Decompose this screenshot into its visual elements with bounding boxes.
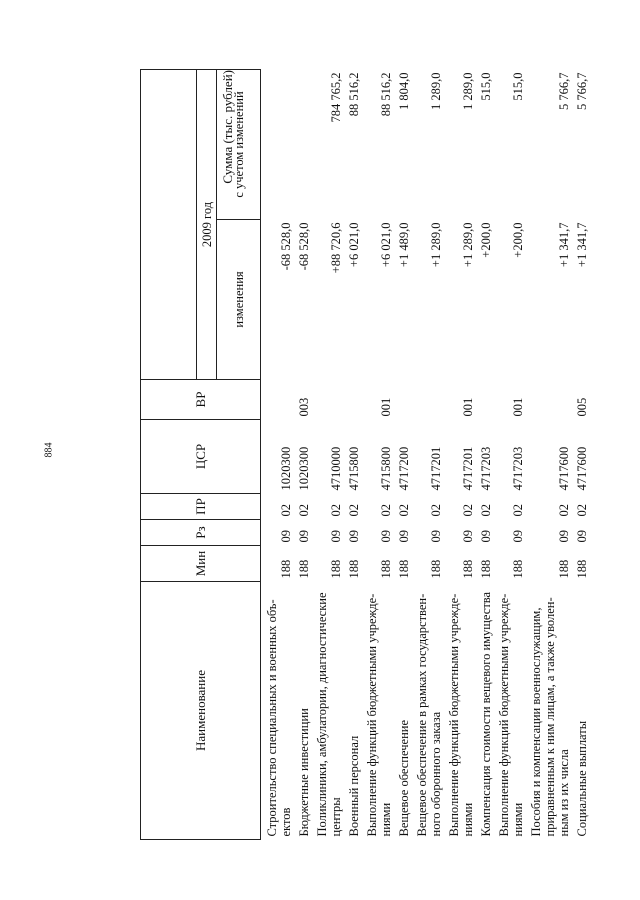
cell-min: 188 <box>511 559 525 579</box>
cell-min: 188 <box>279 559 293 579</box>
cell-name: Поликлиники, амбулатории, диагностические центры <box>315 592 343 837</box>
cell-pr: 02 <box>297 504 311 517</box>
cell-total: 5 766,7 <box>557 72 571 110</box>
cell-change: +1 341,7 <box>557 222 571 268</box>
cell-pr: 02 <box>279 504 293 517</box>
cell-name: Выполнение функций бюджетными учрежде-ниями <box>365 593 393 837</box>
column-header-with-changes: с учетом изменений <box>217 70 261 220</box>
cell-vr <box>345 380 363 420</box>
units-caption: Сумма (тыс. рублей) <box>220 70 235 184</box>
cell-csr: 4715800 <box>379 446 393 491</box>
column-header-changes: изменения <box>217 220 261 380</box>
cell-change: +200,0 <box>511 222 525 258</box>
table-row <box>445 70 477 840</box>
cell-vr: 005 <box>575 397 589 417</box>
cell-change: -68 528,0 <box>297 222 311 271</box>
cell-min: 188 <box>347 559 361 579</box>
cell-rz: 09 <box>279 530 293 543</box>
cell-total: 1 289,0 <box>429 72 443 110</box>
column-header-year: 2009 год <box>197 70 217 380</box>
cell-pr: 02 <box>429 504 443 517</box>
cell-vr <box>395 380 413 420</box>
cell-vr: 003 <box>297 397 311 417</box>
cell-name: Компенсация стоимости вещевого имущества <box>479 591 493 837</box>
cell-name: Выполнение функций бюджетными учрежде-ниями <box>497 593 525 837</box>
cell-rz: 09 <box>329 530 343 543</box>
cell-name: Военный персонал <box>347 735 361 837</box>
cell-vr <box>527 380 573 420</box>
cell-change: +1 489,0 <box>397 222 411 268</box>
table-row <box>413 70 445 840</box>
cell-csr: 4717600 <box>557 446 571 491</box>
cell-name: Пособия и компенсации военнослужащим, приравненным к ним лицам, а также уволен-ным из их числа <box>529 597 571 837</box>
cell-change: +88 720,6 <box>329 222 343 274</box>
cell-name: Выполнение функций бюджетными учрежде-ниями <box>447 593 475 837</box>
cell-pr: 02 <box>557 504 571 517</box>
cell-vr: 001 <box>379 397 393 417</box>
table-row <box>261 70 296 840</box>
table-row <box>573 70 591 840</box>
cell-csr: 1020300 <box>297 446 311 491</box>
cell-pr: 02 <box>379 504 393 517</box>
cell-vr: 001 <box>511 397 525 417</box>
cell-total: 88 516,2 <box>347 72 361 117</box>
table-row <box>295 70 313 840</box>
cell-total: 1 804,0 <box>397 72 411 110</box>
cell-rz: 09 <box>557 530 571 543</box>
cell-csr: 1020300 <box>279 446 293 491</box>
cell-total <box>295 70 313 220</box>
table-row <box>345 70 363 840</box>
cell-total: 5 766,7 <box>575 72 589 110</box>
cell-csr: 4717203 <box>479 446 493 491</box>
cell-csr: 4717600 <box>575 446 589 491</box>
cell-min: 188 <box>297 559 311 579</box>
table-row <box>477 70 495 840</box>
cell-rz: 09 <box>511 530 525 543</box>
table-row <box>395 70 413 840</box>
cell-change: +1 341,7 <box>575 222 589 268</box>
cell-name: Вещевое обеспечение в рамках государствен-ного оборонного заказа <box>415 593 443 837</box>
column-header-sum <box>141 70 197 380</box>
cell-name: Социальные выплаты <box>575 720 589 837</box>
cell-total <box>261 70 296 220</box>
table-row <box>527 70 573 840</box>
column-header-pr: ПР <box>141 494 261 520</box>
cell-vr <box>261 380 296 420</box>
cell-total: 88 516,2 <box>379 72 393 117</box>
cell-rz: 09 <box>429 530 443 543</box>
cell-change: +1 289,0 <box>429 222 443 268</box>
cell-total: 515,0 <box>511 72 525 101</box>
cell-min: 188 <box>397 559 411 579</box>
cell-csr: 4717201 <box>429 446 443 491</box>
cell-rz: 09 <box>479 530 493 543</box>
cell-min: 188 <box>379 559 393 579</box>
cell-pr: 02 <box>329 504 343 517</box>
budget-table <box>140 69 591 840</box>
cell-change: +6 021,0 <box>379 222 393 268</box>
cell-min: 188 <box>557 559 571 579</box>
cell-min: 188 <box>575 559 589 579</box>
cell-csr: 4717201 <box>461 446 475 491</box>
column-header-name: Наименование <box>141 582 261 840</box>
cell-csr: 4717203 <box>511 446 525 491</box>
cell-min: 188 <box>329 559 343 579</box>
column-header-min: Мин <box>141 546 261 582</box>
cell-change: -68 528,0 <box>279 222 293 271</box>
cell-vr <box>413 380 445 420</box>
cell-vr <box>313 380 345 420</box>
cell-pr: 02 <box>397 504 411 517</box>
cell-rz: 09 <box>297 530 311 543</box>
cell-rz: 09 <box>379 530 393 543</box>
cell-change: +6 021,0 <box>347 222 361 268</box>
cell-min: 188 <box>429 559 443 579</box>
cell-rz: 09 <box>397 530 411 543</box>
cell-vr <box>477 380 495 420</box>
cell-min: 188 <box>461 559 475 579</box>
cell-csr: 4717200 <box>397 446 411 491</box>
cell-csr: 4715800 <box>347 446 361 491</box>
cell-total: 515,0 <box>479 72 493 101</box>
cell-rz: 09 <box>575 530 589 543</box>
cell-rz: 09 <box>347 530 361 543</box>
cell-pr: 02 <box>347 504 361 517</box>
cell-pr: 02 <box>511 504 525 517</box>
column-header-csr: ЦСР <box>141 420 261 494</box>
table-row <box>313 70 345 840</box>
cell-name: Строительство специальных и военных объ-ектов <box>265 599 293 837</box>
cell-pr: 02 <box>575 504 589 517</box>
table-body <box>261 70 592 840</box>
table-row <box>495 70 527 840</box>
cell-name: Бюджетные инвестиции <box>297 708 311 837</box>
column-header-rz: Рз <box>141 520 261 546</box>
cell-csr: 4710000 <box>329 446 343 491</box>
column-header-vr: ВР <box>141 380 261 420</box>
cell-vr: 001 <box>461 397 475 417</box>
cell-pr: 02 <box>479 504 493 517</box>
cell-change: +1 289,0 <box>461 222 475 268</box>
table-row <box>363 70 395 840</box>
cell-total: 784 765,2 <box>329 72 343 123</box>
cell-min: 188 <box>479 559 493 579</box>
cell-change: +200,0 <box>479 222 493 258</box>
page-number: 884 <box>43 442 55 458</box>
cell-pr: 02 <box>461 504 475 517</box>
cell-name: Вещевое обеспечение <box>397 720 411 837</box>
cell-total: 1 289,0 <box>461 72 475 110</box>
cell-rz: 09 <box>461 530 475 543</box>
